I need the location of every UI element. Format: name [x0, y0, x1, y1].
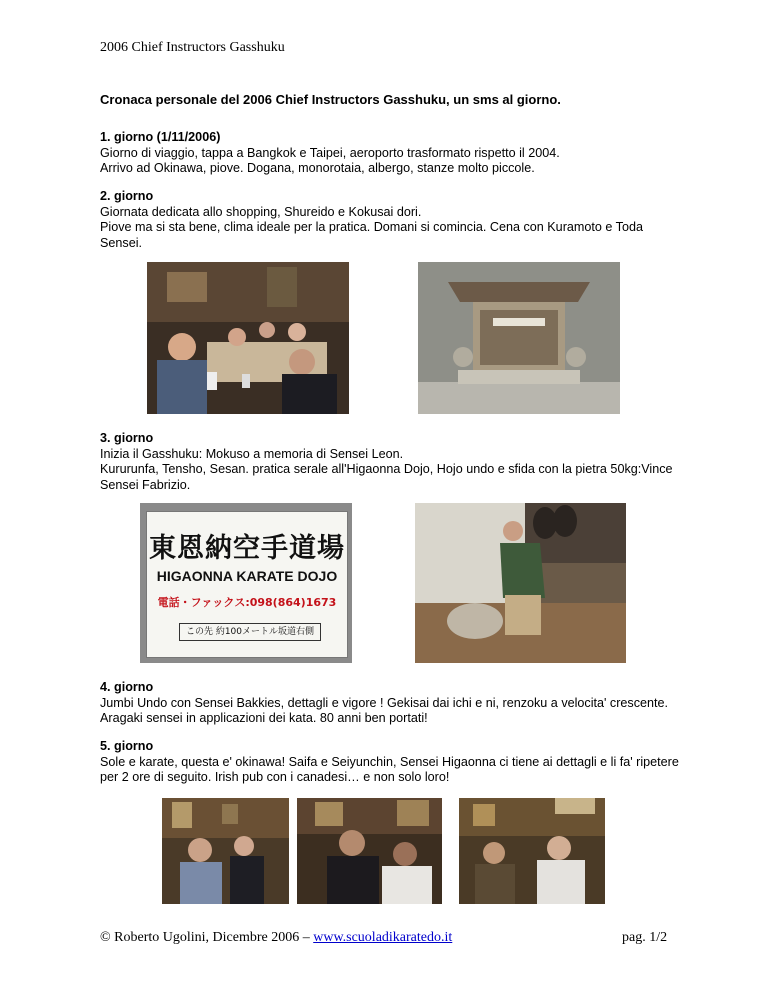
shrine-photo — [418, 262, 620, 414]
sign-phone: 電話・ファックス:098(864)1673 — [157, 596, 337, 609]
day-3-heading: 3. giorno — [100, 431, 154, 445]
day-3-line-2: Kururunfa, Tensho, Sesan. pratica serale all'Higaonna Dojo, Hojo undo e sfida con la pietra 50kg:Vince Sensei Fabrizio. — [100, 462, 673, 492]
day-5-line-1: Sole e karate, questa e' okinawa! Saifa e Seiyunchin, Sensei Higaonna ci tiene ai dettagli e li fa' ripetere per 2 ore di seguito. Irish pub con i canadesi… e non solo loro! — [100, 754, 679, 784]
day-5-section — [100, 739, 680, 786]
day-1-heading: 1. giorno (1/11/2006) — [100, 130, 221, 144]
day-3-section — [100, 431, 680, 493]
website-link[interactable]: www.scuoladikaratedo.it — [313, 930, 453, 945]
day-4-line-1: Jumbi Undo con Sensei Bakkies, dettagli e vigore ! Gekisai dai ichi e ni, renzoku a velocita' crescente. Aragaki sensei in applicazioni dei kata. 80 anni ben portati! — [100, 695, 669, 725]
pub-photo-3 — [459, 798, 605, 904]
page-header: 2006 Chief Instructors Gasshuku — [100, 40, 285, 55]
footer-copyright — [100, 930, 452, 946]
pub-photo-2 — [297, 798, 442, 904]
page-number: pag. 1/2 — [622, 930, 668, 945]
copyright-text: © Roberto Ugolini, Dicembre 2006 – — [100, 930, 314, 945]
day-4-heading: 4. giorno — [100, 680, 154, 694]
day-1-section — [100, 130, 680, 177]
dojo-sign-photo — [140, 503, 352, 663]
day-1-line-1: Giorno di viaggio, tappa a Bangkok e Taipei, aeroporto trasformato rispetto il 2004. — [100, 145, 560, 160]
day-4-section — [100, 680, 680, 727]
day-2-line-1: Giornata dedicata allo shopping, Shureido e Kokusai dori. — [100, 204, 422, 219]
day-2-line-2: Piove ma si sta bene, clima ideale per la pratica. Domani si comincia. Cena con Kuramoto e Toda Sensei. — [100, 220, 643, 250]
pub-photo-1 — [162, 798, 289, 904]
document-title: Cronaca personale del 2006 Chief Instructors Gasshuku, un sms al giorno. — [100, 92, 561, 107]
sign-kanji: 東恩納空手道場 — [149, 533, 345, 564]
day-3-line-1: Inizia il Gasshuku: Mokuso a memoria di Sensei Leon. — [100, 446, 404, 461]
day-2-heading: 2. giorno — [100, 189, 154, 203]
day-1-line-2: Arrivo ad Okinawa, piove. Dogana, monorotaia, albergo, stanze molto piccole. — [100, 161, 535, 175]
day-2-section — [100, 189, 680, 251]
dinner-photo — [147, 262, 349, 414]
sign-directions: この先 約100メートル坂道右側 — [179, 623, 321, 641]
stone-challenge-photo — [415, 503, 626, 663]
day-5-heading: 5. giorno — [100, 739, 154, 753]
sign-dojo-name: HIGAONNA KARATE DOJO — [156, 568, 338, 584]
